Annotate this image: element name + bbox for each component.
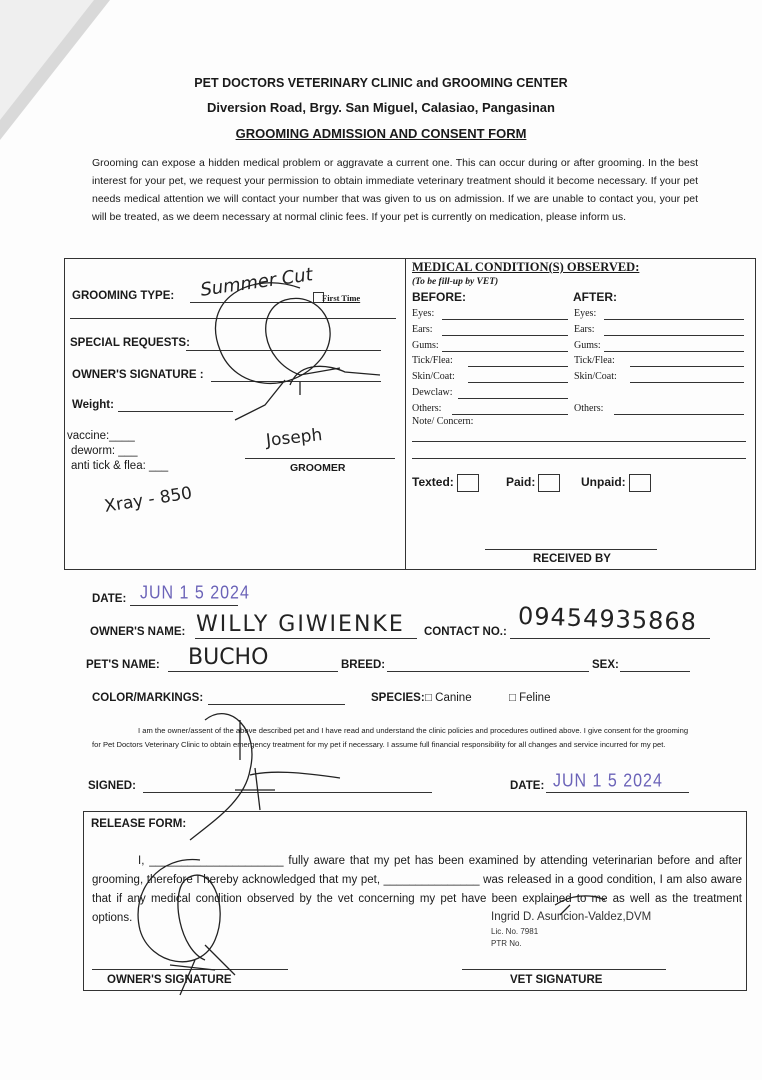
owner-signature-label: OWNER'S SIGNATURE : bbox=[72, 369, 204, 381]
medical-before-line[interactable] bbox=[468, 382, 568, 383]
sex-line[interactable] bbox=[620, 671, 690, 672]
species-label: SPECIES: bbox=[371, 692, 425, 704]
paid-label: Paid: bbox=[506, 475, 536, 490]
medical-after-line[interactable] bbox=[614, 414, 744, 415]
consent-paragraph: I am the owner/assent of the above described pet and I have read and understand the clinic policies and procedures outlined above. I give consent for the grooming for Pet Doctors Veterinary Clinic to obtain emergency treatment for my pet if necessary. I assume full financial responsibility for all changes and service incurred for my pet. bbox=[92, 726, 689, 749]
box-divider bbox=[405, 258, 406, 569]
vet-ptr: PTR No. bbox=[491, 939, 522, 948]
xray-note: Xray - 850 bbox=[102, 483, 194, 517]
owner-signature-label-2: OWNER'S SIGNATURE bbox=[107, 974, 232, 986]
contact-line[interactable] bbox=[510, 638, 710, 639]
medical-after-label: Tick/Flea: bbox=[574, 355, 615, 367]
special-requests-line[interactable] bbox=[186, 350, 381, 351]
medical-after-line[interactable] bbox=[604, 319, 744, 320]
medical-before-label: Skin/Coat: bbox=[412, 371, 455, 383]
note-line-2[interactable] bbox=[412, 458, 746, 459]
date2-label: DATE: bbox=[510, 780, 545, 792]
intro-paragraph: Grooming can expose a hidden medical problem or aggravate a current one. This can occur during or after grooming. In the best interest for your pet, we request your permission to obtain immediate veterinary treatment should it become necessary. If your pet needs medical attention we will contact your number that was given to us on admission. If we are unable to contact you, your pet will be treated, as we deem necessary at normal clinic fees. If your pet is currently on medication, please inform us. bbox=[92, 157, 698, 223]
groomer-line bbox=[245, 458, 395, 459]
unpaid-label: Unpaid: bbox=[581, 475, 626, 490]
received-by-label: RECEIVED BY bbox=[533, 553, 611, 565]
feline-option[interactable]: □ Feline bbox=[509, 692, 551, 704]
unpaid-checkbox[interactable] bbox=[629, 474, 651, 492]
contact-value: 09454935868 bbox=[517, 601, 698, 637]
medical-title: MEDICAL CONDITION(S) OBSERVED: bbox=[412, 260, 640, 274]
medical-before-label: Tick/Flea: bbox=[412, 355, 453, 367]
groomer-signature: Joseph bbox=[265, 425, 324, 451]
unpaid-field bbox=[581, 474, 651, 492]
medical-before-line[interactable] bbox=[452, 414, 568, 415]
clinic-name: PET DOCTORS VETERINARY CLINIC and GROOMING CENTER bbox=[194, 76, 568, 90]
medical-after-label: Eyes: bbox=[574, 308, 597, 319]
weight-label: Weight: bbox=[72, 399, 114, 411]
clinic-address: Diversion Road, Brgy. San Miguel, Calasiao, Pangasinan bbox=[207, 100, 555, 115]
signed-label: SIGNED: bbox=[88, 780, 136, 792]
texted-label: Texted: bbox=[412, 475, 454, 490]
medical-after-label: Gums: bbox=[574, 339, 601, 351]
antitick-label: anti tick & flea: ___ bbox=[71, 460, 169, 472]
date-line[interactable] bbox=[130, 605, 238, 606]
vet-license: Lic. No. 7981 bbox=[491, 927, 539, 936]
breed-label: BREED: bbox=[341, 659, 386, 671]
breed-line[interactable] bbox=[387, 671, 589, 672]
medical-after-line[interactable] bbox=[630, 382, 744, 383]
note-label: Note/ Concern: bbox=[412, 416, 474, 427]
canine-option[interactable]: □ Canine bbox=[425, 692, 472, 704]
color-line[interactable] bbox=[208, 704, 345, 705]
medical-before-label: Ears: bbox=[412, 323, 433, 335]
medical-after-line[interactable] bbox=[604, 351, 744, 352]
contact-label: CONTACT NO.: bbox=[424, 626, 507, 638]
pet-name-line[interactable] bbox=[168, 671, 338, 672]
medical-before-label: Eyes: bbox=[412, 308, 435, 319]
paid-checkbox[interactable] bbox=[538, 474, 560, 492]
grooming-type-value: Summer Cut bbox=[199, 264, 315, 301]
pet-name-value: BUCHO bbox=[188, 645, 269, 670]
pet-name-label: PET'S NAME: bbox=[86, 659, 160, 671]
form-title: GROOMING ADMISSION AND CONSENT FORM bbox=[235, 126, 527, 141]
note-line-1[interactable] bbox=[412, 441, 746, 442]
medical-before-line[interactable] bbox=[442, 319, 568, 320]
grooming-type-label: GROOMING TYPE: bbox=[72, 290, 175, 302]
release-paragraph: I, _____________________ fully aware that my pet has been examined by attending veterinarian before and after grooming, therefore I hereby acknowledged that my pet, _______________ was released in a good condition, I am also aware that if any medical condition observed by the vet concerning my pet have been explained to me as well as the treatment options. bbox=[92, 855, 742, 924]
medical-before-label: Others: bbox=[412, 402, 442, 414]
medical-after-line[interactable] bbox=[604, 335, 744, 336]
date-label: DATE: bbox=[92, 593, 127, 605]
texted-field bbox=[412, 474, 479, 492]
after-label: AFTER: bbox=[573, 290, 617, 304]
vet-signature-label: VET SIGNATURE bbox=[510, 974, 603, 986]
medical-before-line[interactable] bbox=[442, 335, 568, 336]
medical-after-line[interactable] bbox=[630, 366, 744, 367]
medical-after-label: Ears: bbox=[574, 323, 595, 335]
medical-before-line[interactable] bbox=[458, 398, 568, 399]
groomer-label: GROOMER bbox=[290, 462, 346, 474]
vaccine-label: vaccine:____ bbox=[67, 430, 135, 442]
received-by-line[interactable] bbox=[485, 549, 657, 550]
special-requests-label: SPECIAL REQUESTS: bbox=[70, 337, 190, 349]
medical-before-label: Dewclaw: bbox=[412, 387, 453, 398]
medical-subtitle: (To be fill-up by VET) bbox=[412, 277, 499, 287]
grooming-type-line[interactable] bbox=[190, 302, 312, 303]
owner-name-line[interactable] bbox=[195, 638, 417, 639]
owner-signature-line-2[interactable] bbox=[92, 969, 288, 970]
date2-stamp: JUN 1 5 2024 bbox=[553, 771, 663, 792]
medical-after-label: Skin/Coat: bbox=[574, 371, 617, 383]
before-label: BEFORE: bbox=[412, 290, 466, 304]
paid-field bbox=[506, 474, 560, 492]
vet-signature-line[interactable] bbox=[462, 969, 666, 970]
texted-checkbox[interactable] bbox=[457, 474, 479, 492]
medical-before-label: Gums: bbox=[412, 339, 439, 351]
weight-line[interactable] bbox=[118, 411, 233, 412]
grooming-type-line-2 bbox=[70, 318, 396, 319]
medical-before-line[interactable] bbox=[468, 366, 568, 367]
owner-name-label: OWNER'S NAME: bbox=[90, 626, 186, 638]
medical-before-line[interactable] bbox=[442, 351, 568, 352]
owner-signature-line[interactable] bbox=[211, 381, 381, 382]
sex-label: SEX: bbox=[592, 659, 619, 671]
first-time-label: First Time bbox=[322, 293, 361, 303]
deworm-label: deworm: ___ bbox=[71, 445, 138, 457]
signed-line[interactable] bbox=[143, 792, 432, 793]
vet-name: Ingrid D. Asuncion-Valdez,DVM bbox=[491, 911, 652, 923]
date-stamp: JUN 1 5 2024 bbox=[140, 583, 250, 604]
release-title: RELEASE FORM: bbox=[91, 818, 187, 830]
color-label: COLOR/MARKINGS: bbox=[92, 692, 204, 704]
medical-after-label: Others: bbox=[574, 402, 604, 414]
owner-name-value: WILLY GIWIENKE bbox=[196, 612, 405, 637]
